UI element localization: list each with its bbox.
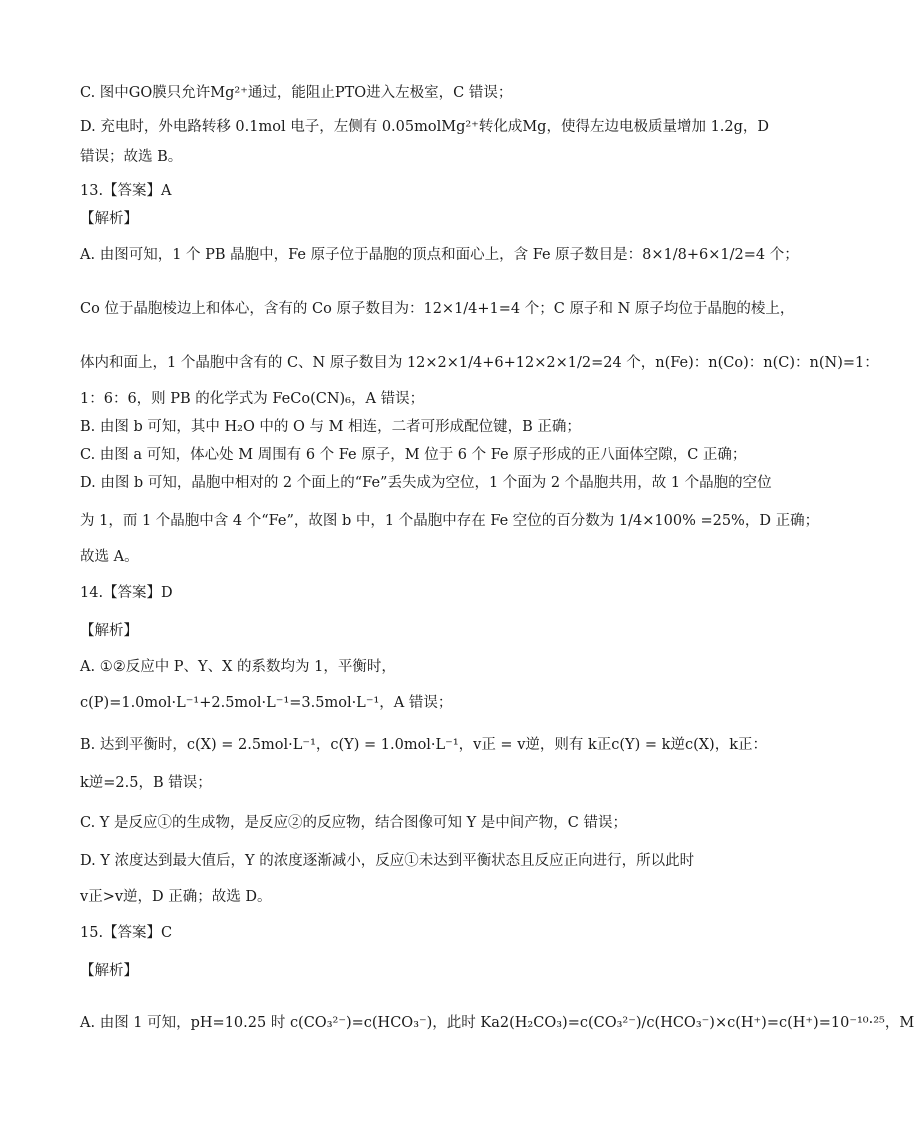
text-line: C. 图中GO膜只允许Mg²⁺通过，能阻止PTO进入左极室，C 错误； xyxy=(80,85,513,101)
text-line: 1：6：6，则 PB 的化学式为 FeCo(CN)₆，A 错误； xyxy=(80,391,425,407)
text-line: B. 由图 b 可知，其中 H₂O 中的 O 与 M 相连，二者可形成配位键，B 正确； xyxy=(80,419,581,435)
text-line: A. 由图 1 可知，pH=10.25 时 c(CO₃²⁻)=c(HCO₃⁻)，此时 Ka2(H₂CO₃)=c(CO₃²⁻)/c(HCO₃⁻)×c(H⁺)=c(H⁺)=10⁻¹⁰·²⁵，M xyxy=(80,1015,914,1031)
analysis-heading: 【解析】 xyxy=(80,623,138,639)
text-line: C. Y 是反应①的生成物，是反应②的反应物，结合图像可知 Y 是中间产物，C 错误； xyxy=(80,815,627,831)
analysis-heading: 【解析】 xyxy=(80,963,138,979)
text-line: 体内和面上，1 个晶胞中含有的 C、N 原子数目为 12×2×1/4+6+12×2×1/2=24 个，n(Fe)：n(Co)：n(C)：n(N)=1： xyxy=(80,355,879,371)
text-line: C. 由图 a 可知，体心处 M 周围有 6 个 Fe 原子，M 位于 6 个 Fe 原子形成的正八面体空隙，C 正确； xyxy=(80,447,747,463)
text-line: k逆=2.5，B 错误； xyxy=(80,775,212,791)
text-line: Co 位于晶胞棱边上和体心，含有的 Co 原子数目为：12×1/4+1=4 个；C 原子和 N 原子均位于晶胞的棱上， xyxy=(80,301,795,317)
text-line: D. Y 浓度达到最大值后，Y 的浓度逐渐减小，反应①未达到平衡状态且反应正向进行，所以此时 xyxy=(80,853,695,869)
text-line: 故选 A。 xyxy=(80,549,139,565)
text-line: 错误；故选 B。 xyxy=(80,149,183,165)
answer-heading: 13.【答案】A xyxy=(80,183,172,199)
text-line: v正>v逆，D 正确；故选 D。 xyxy=(80,889,272,905)
text-line: A. ①②反应中 P、Y、X 的系数均为 1，平衡时， xyxy=(80,659,396,675)
answer-heading: 14.【答案】D xyxy=(80,585,173,601)
text-line: 为 1，而 1 个晶胞中含 4 个“Fe”，故图 b 中，1 个晶胞中存在 Fe 空位的百分数为 1/4×100% =25%，D 正确； xyxy=(80,513,820,529)
text-line: B. 达到平衡时，c(X) = 2.5mol·L⁻¹，c(Y) = 1.0mol·L⁻¹，v正 = v逆，则有 k正c(Y) = k逆c(X)，k正： xyxy=(80,737,767,753)
text-line: D. 由图 b 可知，晶胞中相对的 2 个面上的“Fe”丢失成为空位，1 个面为 2 个晶胞共用，故 1 个晶胞的空位 xyxy=(80,475,772,491)
answer-heading: 15.【答案】C xyxy=(80,925,173,941)
text-line: c(P)=1.0mol·L⁻¹+2.5mol·L⁻¹=3.5mol·L⁻¹，A 错误； xyxy=(80,695,453,711)
text-line: A. 由图可知，1 个 PB 晶胞中，Fe 原子位于晶胞的顶点和面心上，含 Fe 原子数目是：8×1/8+6×1/2=4 个； xyxy=(80,247,799,263)
analysis-heading: 【解析】 xyxy=(80,211,138,227)
text-line: D. 充电时，外电路转移 0.1mol 电子，左侧有 0.05molMg²⁺转化成Mg，使得左边电极质量增加 1.2g，D xyxy=(80,119,770,135)
